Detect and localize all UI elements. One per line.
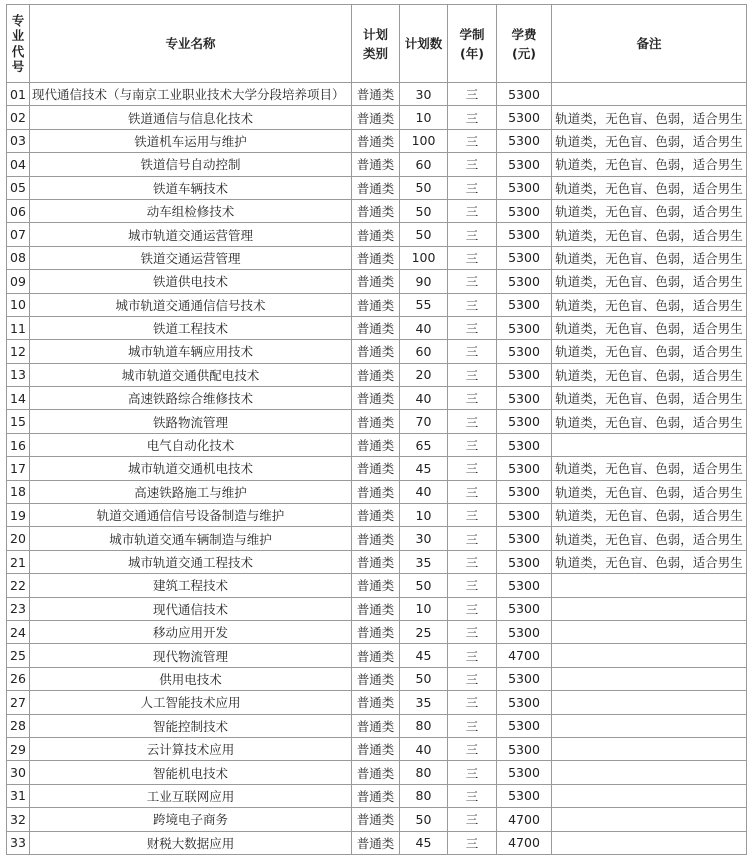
cell-fee: 5300 [497,667,552,690]
cell-type: 普通类 [352,153,400,176]
cell-fee: 5300 [497,199,552,222]
cell-note: 轨道类，无色盲、色弱，适合男生 [552,550,747,573]
cell-years: 三 [448,433,497,456]
cell-count: 40 [400,480,448,503]
table-row [7,106,747,129]
table-row [7,83,747,106]
cell-type: 普通类 [352,410,400,433]
table-row [7,831,747,854]
cell-count: 10 [400,597,448,620]
cell-note: 轨道类，无色盲、色弱，适合男生 [552,246,747,269]
cell-name: 供用电技术 [30,667,352,690]
cell-years: 三 [448,504,497,527]
cell-type: 普通类 [352,667,400,690]
cell-fee: 5300 [497,129,552,152]
table-row [7,199,747,222]
cell-type: 普通类 [352,340,400,363]
cell-years: 三 [448,410,497,433]
cell-type: 普通类 [352,457,400,480]
cell-type: 普通类 [352,597,400,620]
header-type: 计划 类别 [352,5,400,83]
cell-type: 普通类 [352,270,400,293]
table-row [7,246,747,269]
cell-code: 11 [7,316,30,339]
cell-type: 普通类 [352,761,400,784]
table-row [7,620,747,643]
cell-years: 三 [448,691,497,714]
cell-count: 50 [400,223,448,246]
table-row [7,667,747,690]
cell-note [552,831,747,854]
cell-fee: 5300 [497,176,552,199]
cell-type: 普通类 [352,714,400,737]
table-row [7,527,747,550]
cell-count: 45 [400,831,448,854]
cell-type: 普通类 [352,129,400,152]
cell-type: 普通类 [352,387,400,410]
cell-type: 普通类 [352,644,400,667]
cell-code: 32 [7,808,30,831]
cell-note [552,691,747,714]
cell-note [552,597,747,620]
cell-code: 06 [7,199,30,222]
cell-count: 70 [400,410,448,433]
cell-name: 铁道机车运用与维护 [30,129,352,152]
cell-name: 智能控制技术 [30,714,352,737]
table-row [7,504,747,527]
cell-code: 30 [7,761,30,784]
cell-note: 轨道类，无色盲、色弱，适合男生 [552,410,747,433]
cell-years: 三 [448,363,497,386]
cell-fee: 5300 [497,153,552,176]
cell-years: 三 [448,340,497,363]
cell-count: 80 [400,761,448,784]
cell-note: 轨道类，无色盲、色弱，适合男生 [552,527,747,550]
cell-name: 现代物流管理 [30,644,352,667]
cell-fee: 5300 [497,527,552,550]
cell-code: 18 [7,480,30,503]
cell-name: 现代通信技术（与南京工业职业技术大学分段培养项目） [30,83,352,106]
cell-note [552,644,747,667]
cell-fee: 5300 [497,363,552,386]
cell-name: 铁道交通运营管理 [30,246,352,269]
cell-count: 90 [400,270,448,293]
cell-fee: 5300 [497,293,552,316]
cell-note: 轨道类，无色盲、色弱，适合男生 [552,199,747,222]
table-row [7,574,747,597]
cell-count: 25 [400,620,448,643]
cell-fee: 5300 [497,270,552,293]
cell-fee: 5300 [497,504,552,527]
enrollment-plan-table [6,4,747,855]
cell-type: 普通类 [352,620,400,643]
cell-fee: 5300 [497,574,552,597]
cell-fee: 5300 [497,737,552,760]
cell-fee: 5300 [497,223,552,246]
cell-years: 三 [448,223,497,246]
cell-years: 三 [448,176,497,199]
table-row [7,410,747,433]
cell-note [552,761,747,784]
cell-name: 智能机电技术 [30,761,352,784]
cell-years: 三 [448,761,497,784]
cell-fee: 5300 [497,784,552,807]
cell-fee: 5300 [497,620,552,643]
cell-years: 三 [448,153,497,176]
cell-fee: 4700 [497,644,552,667]
cell-type: 普通类 [352,808,400,831]
cell-name: 铁道车辆技术 [30,176,352,199]
cell-code: 09 [7,270,30,293]
cell-name: 现代通信技术 [30,597,352,620]
table-row [7,457,747,480]
cell-type: 普通类 [352,176,400,199]
cell-years: 三 [448,199,497,222]
cell-type: 普通类 [352,737,400,760]
table-row [7,480,747,503]
table-row [7,363,747,386]
cell-code: 16 [7,433,30,456]
cell-count: 80 [400,714,448,737]
cell-fee: 5300 [497,457,552,480]
cell-note: 轨道类，无色盲、色弱，适合男生 [552,153,747,176]
cell-code: 07 [7,223,30,246]
cell-years: 三 [448,527,497,550]
cell-count: 100 [400,129,448,152]
cell-years: 三 [448,574,497,597]
cell-note: 轨道类，无色盲、色弱，适合男生 [552,316,747,339]
cell-name: 建筑工程技术 [30,574,352,597]
cell-code: 14 [7,387,30,410]
cell-count: 60 [400,340,448,363]
cell-code: 08 [7,246,30,269]
cell-years: 三 [448,129,497,152]
cell-years: 三 [448,457,497,480]
cell-note: 轨道类，无色盲、色弱，适合男生 [552,387,747,410]
cell-name: 工业互联网应用 [30,784,352,807]
cell-name: 高速铁路施工与维护 [30,480,352,503]
cell-years: 三 [448,316,497,339]
cell-fee: 5300 [497,83,552,106]
cell-count: 20 [400,363,448,386]
cell-type: 普通类 [352,550,400,573]
cell-type: 普通类 [352,480,400,503]
cell-note: 轨道类，无色盲、色弱，适合男生 [552,176,747,199]
cell-name: 云计算技术应用 [30,737,352,760]
cell-count: 50 [400,176,448,199]
table-row [7,808,747,831]
cell-count: 45 [400,644,448,667]
cell-count: 30 [400,83,448,106]
header-note: 备注 [552,5,747,83]
cell-type: 普通类 [352,527,400,550]
cell-fee: 5300 [497,340,552,363]
cell-note: 轨道类，无色盲、色弱，适合男生 [552,480,747,503]
cell-name: 铁路物流管理 [30,410,352,433]
cell-type: 普通类 [352,433,400,456]
cell-fee: 5300 [497,480,552,503]
cell-name: 城市轨道交通运营管理 [30,223,352,246]
cell-code: 26 [7,667,30,690]
cell-note: 轨道类，无色盲、色弱，适合男生 [552,340,747,363]
cell-note [552,433,747,456]
cell-code: 31 [7,784,30,807]
table-row [7,223,747,246]
cell-name: 轨道交通通信信号设备制造与维护 [30,504,352,527]
cell-years: 三 [448,667,497,690]
cell-name: 铁道工程技术 [30,316,352,339]
cell-type: 普通类 [352,831,400,854]
cell-years: 三 [448,644,497,667]
cell-type: 普通类 [352,691,400,714]
cell-type: 普通类 [352,316,400,339]
cell-count: 40 [400,316,448,339]
cell-name: 电气自动化技术 [30,433,352,456]
cell-count: 80 [400,784,448,807]
cell-years: 三 [448,387,497,410]
cell-years: 三 [448,550,497,573]
cell-note: 轨道类，无色盲、色弱，适合男生 [552,129,747,152]
cell-count: 50 [400,574,448,597]
cell-count: 50 [400,808,448,831]
cell-type: 普通类 [352,106,400,129]
cell-code: 15 [7,410,30,433]
table-row [7,387,747,410]
cell-type: 普通类 [352,574,400,597]
cell-code: 25 [7,644,30,667]
cell-note [552,667,747,690]
cell-name: 城市轨道交通工程技术 [30,550,352,573]
cell-fee: 5300 [497,316,552,339]
table-row [7,550,747,573]
cell-years: 三 [448,737,497,760]
cell-count: 55 [400,293,448,316]
cell-years: 三 [448,831,497,854]
table-row [7,784,747,807]
cell-fee: 5300 [497,691,552,714]
cell-code: 22 [7,574,30,597]
cell-note [552,83,747,106]
table-row [7,714,747,737]
cell-count: 50 [400,199,448,222]
cell-code: 12 [7,340,30,363]
table-row [7,176,747,199]
cell-count: 40 [400,737,448,760]
cell-code: 03 [7,129,30,152]
cell-count: 50 [400,667,448,690]
cell-note: 轨道类，无色盲、色弱，适合男生 [552,270,747,293]
cell-years: 三 [448,784,497,807]
cell-count: 45 [400,457,448,480]
cell-code: 13 [7,363,30,386]
cell-count: 10 [400,504,448,527]
cell-name: 财税大数据应用 [30,831,352,854]
cell-name: 人工智能技术应用 [30,691,352,714]
cell-code: 17 [7,457,30,480]
cell-note [552,784,747,807]
cell-count: 35 [400,550,448,573]
cell-code: 28 [7,714,30,737]
cell-note [552,574,747,597]
cell-fee: 4700 [497,831,552,854]
cell-years: 三 [448,246,497,269]
cell-code: 19 [7,504,30,527]
cell-years: 三 [448,597,497,620]
cell-note: 轨道类，无色盲、色弱，适合男生 [552,504,747,527]
cell-note: 轨道类，无色盲、色弱，适合男生 [552,457,747,480]
cell-years: 三 [448,293,497,316]
cell-name: 城市轨道交通机电技术 [30,457,352,480]
cell-note: 轨道类，无色盲、色弱，适合男生 [552,293,747,316]
cell-fee: 5300 [497,246,552,269]
cell-code: 21 [7,550,30,573]
cell-note [552,620,747,643]
cell-type: 普通类 [352,504,400,527]
table-row [7,737,747,760]
cell-type: 普通类 [352,784,400,807]
cell-fee: 5300 [497,550,552,573]
table-row [7,597,747,620]
cell-count: 40 [400,387,448,410]
cell-name: 城市轨道交通车辆制造与维护 [30,527,352,550]
header-fee: 学费 (元) [497,5,552,83]
table-row [7,644,747,667]
cell-count: 10 [400,106,448,129]
cell-name: 移动应用开发 [30,620,352,643]
cell-years: 三 [448,106,497,129]
cell-code: 05 [7,176,30,199]
cell-name: 铁道信号自动控制 [30,153,352,176]
cell-type: 普通类 [352,223,400,246]
header-name: 专业名称 [30,5,352,83]
cell-count: 35 [400,691,448,714]
cell-code: 27 [7,691,30,714]
cell-code: 02 [7,106,30,129]
cell-years: 三 [448,270,497,293]
table-row [7,433,747,456]
cell-fee: 5300 [497,433,552,456]
cell-note: 轨道类，无色盲、色弱，适合男生 [552,223,747,246]
table-row [7,293,747,316]
cell-name: 动车组检修技术 [30,199,352,222]
table-row [7,270,747,293]
header-code: 专 业 代 号 [7,5,30,83]
cell-note [552,737,747,760]
cell-note: 轨道类，无色盲、色弱，适合男生 [552,106,747,129]
cell-type: 普通类 [352,246,400,269]
table-row [7,761,747,784]
cell-note [552,714,747,737]
cell-fee: 4700 [497,808,552,831]
header-count: 计划数 [400,5,448,83]
cell-name: 高速铁路综合维修技术 [30,387,352,410]
cell-code: 33 [7,831,30,854]
cell-years: 三 [448,83,497,106]
cell-name: 铁道供电技术 [30,270,352,293]
cell-count: 100 [400,246,448,269]
header-row [7,5,747,83]
cell-years: 三 [448,620,497,643]
cell-fee: 5300 [497,597,552,620]
cell-note: 轨道类，无色盲、色弱，适合男生 [552,363,747,386]
table-row [7,129,747,152]
cell-code: 10 [7,293,30,316]
cell-count: 65 [400,433,448,456]
cell-count: 60 [400,153,448,176]
cell-fee: 5300 [497,106,552,129]
cell-fee: 5300 [497,761,552,784]
cell-count: 30 [400,527,448,550]
cell-type: 普通类 [352,83,400,106]
cell-code: 04 [7,153,30,176]
cell-type: 普通类 [352,293,400,316]
cell-name: 城市轨道交通供配电技术 [30,363,352,386]
table-row [7,316,747,339]
cell-code: 20 [7,527,30,550]
cell-code: 01 [7,83,30,106]
cell-name: 城市轨道车辆应用技术 [30,340,352,363]
cell-fee: 5300 [497,387,552,410]
cell-years: 三 [448,480,497,503]
cell-years: 三 [448,714,497,737]
cell-type: 普通类 [352,199,400,222]
cell-years: 三 [448,808,497,831]
cell-code: 29 [7,737,30,760]
cell-type: 普通类 [352,363,400,386]
header-years: 学制 (年) [448,5,497,83]
table-row [7,691,747,714]
table-row [7,340,747,363]
cell-fee: 5300 [497,410,552,433]
cell-name: 跨境电子商务 [30,808,352,831]
cell-name: 铁道通信与信息化技术 [30,106,352,129]
cell-fee: 5300 [497,714,552,737]
table-row [7,153,747,176]
cell-note [552,808,747,831]
cell-code: 24 [7,620,30,643]
cell-name: 城市轨道交通通信信号技术 [30,293,352,316]
cell-code: 23 [7,597,30,620]
